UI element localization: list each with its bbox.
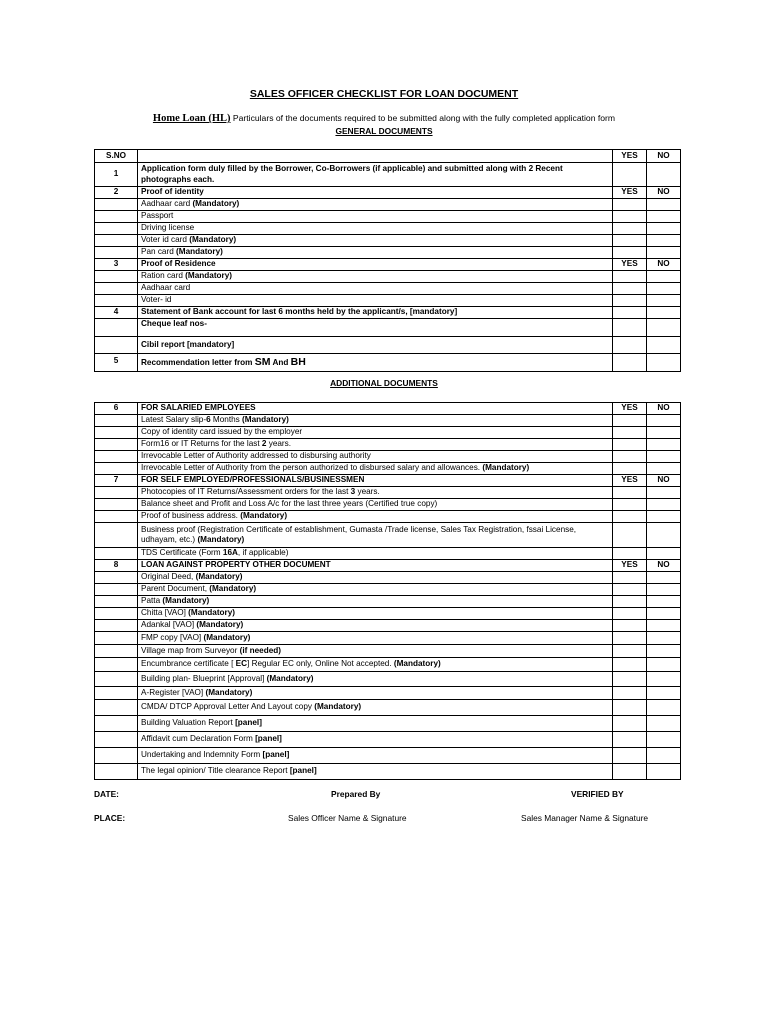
item-cell: FOR SELF EMPLOYED/PROFESSIONALS/BUSINESSMEN: [138, 475, 613, 487]
bh-label: BH: [290, 355, 306, 368]
no-cell[interactable]: [647, 499, 681, 511]
yes-cell[interactable]: [613, 672, 647, 687]
no-cell[interactable]: [647, 608, 681, 620]
table-row: [95, 247, 681, 259]
mandatory-tag: (Mandatory): [205, 687, 253, 697]
sno-cell: [95, 748, 138, 764]
no-cell[interactable]: [647, 354, 681, 372]
sno-cell: [95, 337, 138, 354]
item-cell: Proof of Residence: [138, 259, 613, 271]
no-cell[interactable]: [647, 645, 681, 658]
item-text: Aadhaar card: [141, 199, 193, 209]
no-cell[interactable]: [647, 283, 681, 295]
table-header-row: [95, 150, 681, 163]
mandatory-tag: (Mandatory): [203, 632, 251, 642]
yes-cell[interactable]: [613, 632, 647, 645]
table-row: [95, 337, 681, 354]
item-text: Affidavit cum Declaration Form: [141, 734, 256, 744]
table-row: [95, 672, 681, 687]
panel-tag: [panel]: [289, 766, 317, 776]
sno-cell: [95, 548, 138, 560]
yes-cell[interactable]: [613, 764, 647, 780]
yes-cell[interactable]: [613, 439, 647, 451]
verified-by-label: VERIFIED BY: [571, 789, 624, 799]
item-cell: [138, 687, 613, 700]
sno-cell: [95, 199, 138, 211]
item-text: Voter id card: [141, 235, 190, 245]
no-cell[interactable]: NO: [647, 259, 681, 271]
table-row: [95, 687, 681, 700]
table-row: [95, 295, 681, 307]
sno-cell: [95, 620, 138, 632]
additional-documents-heading: ADDITIONAL DOCUMENTS: [330, 378, 438, 388]
item-cell: [138, 732, 613, 748]
sno-cell: [95, 319, 138, 337]
no-cell[interactable]: [647, 748, 681, 764]
yes-cell[interactable]: [613, 584, 647, 596]
item-text: Village map from Surveyor: [141, 645, 240, 655]
item-cell: Voter- id: [138, 295, 613, 307]
sno-cell: [95, 732, 138, 748]
item-cell: Driving license: [138, 223, 613, 235]
additional-documents-table: [94, 402, 681, 780]
yes-cell[interactable]: [613, 523, 647, 548]
sno-cell: [95, 235, 138, 247]
no-cell[interactable]: [647, 511, 681, 523]
yes-cell[interactable]: [613, 572, 647, 584]
sno-header: S.NO: [95, 150, 138, 163]
item-text: Parent Document,: [141, 584, 210, 594]
no-cell[interactable]: [647, 687, 681, 700]
mandatory-tag: (Mandatory): [192, 199, 240, 209]
no-cell[interactable]: [647, 295, 681, 307]
yes-cell[interactable]: [613, 732, 647, 748]
sno-cell: 4: [95, 307, 138, 319]
no-cell[interactable]: NO: [647, 403, 681, 415]
no-cell[interactable]: NO: [647, 475, 681, 487]
table-row: [95, 732, 681, 748]
yes-cell[interactable]: YES: [613, 403, 647, 415]
panel-tag: [panel]: [235, 718, 262, 728]
general-documents-heading: GENERAL DOCUMENTS: [335, 126, 433, 136]
item-cell: Copy of identity card issued by the employer: [138, 427, 613, 439]
sno-cell: [95, 487, 138, 499]
item-cell: [138, 572, 613, 584]
item-cell: [138, 415, 613, 427]
sno-cell: [95, 584, 138, 596]
document-subtitle: [0, 113, 768, 124]
no-cell[interactable]: [647, 672, 681, 687]
table-row: [95, 487, 681, 499]
sno-cell: [95, 687, 138, 700]
table-row: [95, 548, 681, 560]
item-cell: [138, 620, 613, 632]
yes-cell[interactable]: [613, 307, 647, 319]
table-row: [95, 427, 681, 439]
table-row: [95, 163, 681, 187]
no-cell[interactable]: [647, 732, 681, 748]
table-row: [95, 259, 681, 271]
yes-cell[interactable]: [613, 223, 647, 235]
no-cell[interactable]: [647, 415, 681, 427]
item-text: Proof of business address.: [141, 511, 241, 521]
table-row: [95, 499, 681, 511]
no-cell[interactable]: [647, 700, 681, 716]
table-row: [95, 223, 681, 235]
sno-cell: [95, 295, 138, 307]
table-row: [95, 608, 681, 620]
item-cell: [138, 487, 613, 499]
item-text: Recommendation letter from: [141, 357, 255, 367]
no-cell[interactable]: [647, 247, 681, 259]
item-text: Ration card: [141, 271, 186, 281]
item-cell: [138, 271, 613, 283]
no-cell[interactable]: [647, 223, 681, 235]
item-text: Patta: [141, 596, 163, 606]
no-cell[interactable]: [647, 487, 681, 499]
table-row: [95, 572, 681, 584]
item-text: Photocopies of IT Returns/Assessment orders for the last: [141, 487, 351, 497]
table-row: [95, 319, 681, 337]
yes-cell[interactable]: [613, 645, 647, 658]
sno-cell: [95, 223, 138, 235]
yes-cell[interactable]: YES: [613, 560, 647, 572]
table-row: [95, 403, 681, 415]
sales-officer-signature-label: Sales Officer Name & Signature: [288, 813, 407, 823]
item-text: CMDA/ DTCP Approval Letter And Layout copy: [141, 702, 315, 712]
sno-cell: [95, 511, 138, 523]
yes-cell[interactable]: [613, 283, 647, 295]
yes-cell[interactable]: [613, 247, 647, 259]
item-cell: [138, 700, 613, 716]
mandatory-tag: (Mandatory): [266, 673, 314, 683]
yes-cell[interactable]: [613, 499, 647, 511]
item-cell: [138, 645, 613, 658]
no-cell[interactable]: [647, 572, 681, 584]
item-text: Form16 or IT Returns for the last: [141, 439, 262, 449]
no-cell[interactable]: [647, 620, 681, 632]
item-text: Building plan- Blueprint [Approval]: [141, 673, 267, 683]
table-row: [95, 764, 681, 780]
item-text: Irrevocable Letter of Authority from the person authorized to disbursed salary and allowances.: [141, 463, 483, 473]
sno-cell: 6: [95, 403, 138, 415]
item-cell: [138, 511, 613, 523]
item-text: Pan card: [141, 247, 177, 257]
yes-cell[interactable]: [613, 608, 647, 620]
item-text: Encumbrance certificate [: [141, 659, 236, 669]
mandatory-tag: (Mandatory): [242, 415, 289, 425]
mandatory-tag: (Mandatory): [195, 572, 243, 582]
table-row: [95, 187, 681, 199]
item-text: The legal opinion/ Title clearance Report: [141, 766, 290, 776]
table-row: [95, 632, 681, 645]
no-cell[interactable]: [647, 596, 681, 608]
yes-cell[interactable]: [613, 427, 647, 439]
table-row: [95, 211, 681, 223]
no-cell[interactable]: NO: [647, 560, 681, 572]
sno-cell: [95, 283, 138, 295]
table-row: [95, 523, 681, 548]
item-text: Months: [210, 415, 243, 425]
table-row: [95, 439, 681, 451]
item-cell: [138, 584, 613, 596]
mandatory-tag: (Mandatory): [482, 463, 530, 473]
mandatory-tag: (Mandatory): [393, 659, 441, 669]
table-row: [95, 451, 681, 463]
no-cell[interactable]: [647, 427, 681, 439]
item-text: ] Regular EC only, Online Not accepted.: [247, 659, 394, 669]
item-cell: Statement of Bank account for last 6 months held by the applicant/s, [mandatory]: [138, 307, 613, 319]
item-text: TDS Certificate (Form: [141, 548, 223, 558]
item-cell: [138, 608, 613, 620]
sno-cell: [95, 523, 138, 548]
item-cell: Application form duly filled by the Borrower, Co-Borrowers (if applicable) and submitted along with 2 Recent photographs each.: [138, 163, 613, 187]
sno-cell: [95, 658, 138, 672]
date-label: DATE:: [94, 789, 119, 799]
item-cell: [138, 632, 613, 645]
table-row: [95, 271, 681, 283]
item-text: FMP copy [VAO]: [141, 632, 204, 642]
yes-cell[interactable]: YES: [613, 475, 647, 487]
item-bold: EC: [235, 659, 248, 669]
item-cell: [138, 439, 613, 451]
no-cell[interactable]: [647, 523, 681, 548]
yes-cell[interactable]: [613, 511, 647, 523]
sno-cell: [95, 451, 138, 463]
item-cell: Balance sheet and Profit and Loss A/c for the last three years (Certified true copy): [138, 499, 613, 511]
yes-cell[interactable]: [613, 716, 647, 732]
item-cell: Cheque leaf nos-: [138, 319, 613, 337]
sno-cell: 3: [95, 259, 138, 271]
item-text: Adankal [VAO]: [141, 620, 197, 630]
mandatory-tag: (Mandatory): [240, 511, 288, 521]
item-cell: FOR SALARIED EMPLOYEES: [138, 403, 613, 415]
item-cell: [138, 548, 613, 560]
yes-cell[interactable]: [613, 463, 647, 475]
item-bold: 6: [206, 415, 211, 425]
no-cell[interactable]: [647, 271, 681, 283]
item-cell: [138, 523, 613, 548]
yes-cell[interactable]: [613, 687, 647, 700]
subtitle-text: Particulars of the documents required to be submitted along with the fully completed application form: [232, 113, 616, 123]
item-text: years.: [266, 439, 292, 449]
item-text: Undertaking and Indemnity Form: [141, 750, 263, 760]
mandatory-tag: (Mandatory): [209, 584, 257, 594]
table-row: [95, 307, 681, 319]
item-cell: [138, 235, 613, 247]
no-cell[interactable]: [647, 764, 681, 780]
yes-cell[interactable]: [613, 451, 647, 463]
yes-cell[interactable]: [613, 487, 647, 499]
yes-cell[interactable]: YES: [613, 259, 647, 271]
sno-cell: 1: [95, 163, 138, 187]
item-cell: [138, 247, 613, 259]
yes-cell[interactable]: YES: [613, 187, 647, 199]
item-cell: Passport: [138, 211, 613, 223]
item-cell: [138, 764, 613, 780]
no-cell[interactable]: [647, 584, 681, 596]
table-row: [95, 475, 681, 487]
sno-cell: [95, 608, 138, 620]
table-row: [95, 511, 681, 523]
table-row: [95, 658, 681, 672]
document-title: SALES OFFICER CHECKLIST FOR LOAN DOCUMENT: [249, 88, 519, 100]
item-bold: 3: [350, 487, 356, 497]
yes-cell[interactable]: [613, 620, 647, 632]
sno-cell: [95, 427, 138, 439]
sno-cell: [95, 499, 138, 511]
no-cell[interactable]: [647, 463, 681, 475]
yes-cell[interactable]: [613, 548, 647, 560]
sno-cell: 5: [95, 354, 138, 372]
yes-cell[interactable]: [613, 337, 647, 354]
sno-cell: [95, 645, 138, 658]
table-row: [95, 235, 681, 247]
yes-cell[interactable]: [613, 748, 647, 764]
item-bold: 2: [261, 439, 267, 449]
yes-cell[interactable]: [613, 596, 647, 608]
yes-cell[interactable]: [613, 271, 647, 283]
yes-cell[interactable]: [613, 658, 647, 672]
item-cell: Cibil report [mandatory]: [138, 337, 613, 354]
mandatory-tag: (if needed): [239, 645, 281, 655]
sales-manager-signature-label: Sales Manager Name & Signature: [521, 813, 649, 823]
no-cell[interactable]: [647, 548, 681, 560]
table-row: [95, 283, 681, 295]
item-cell: LOAN AGAINST PROPERTY OTHER DOCUMENT: [138, 560, 613, 572]
sno-cell: [95, 672, 138, 687]
no-cell[interactable]: [647, 632, 681, 645]
table-row: [95, 645, 681, 658]
item-text: A-Register [VAO]: [141, 687, 206, 697]
sno-cell: [95, 596, 138, 608]
no-cell[interactable]: NO: [647, 187, 681, 199]
table-row: [95, 700, 681, 716]
table-row: [95, 748, 681, 764]
sno-cell: [95, 632, 138, 645]
panel-tag: [panel]: [255, 734, 282, 744]
table-row: [95, 463, 681, 475]
sno-cell: 8: [95, 560, 138, 572]
sno-cell: 7: [95, 475, 138, 487]
yes-cell[interactable]: [613, 199, 647, 211]
table-row: [95, 415, 681, 427]
mandatory-tag: (Mandatory): [185, 271, 233, 281]
no-cell[interactable]: [647, 658, 681, 672]
table-row: [95, 560, 681, 572]
item-text: Business proof (Registration Certificate of establishment, Gumasta /Trade license, Sales Tax Registration, fssai License, udhayam, etc.): [141, 524, 577, 544]
item-cell: Aadhaar card: [138, 283, 613, 295]
sno-cell: [95, 572, 138, 584]
yes-cell[interactable]: [613, 163, 647, 187]
item-text: Building Valuation Report: [141, 718, 236, 728]
item-cell: Irrevocable Letter of Authority addressed to disbursing authority: [138, 451, 613, 463]
mandatory-tag: (Mandatory): [162, 596, 210, 606]
no-cell[interactable]: [647, 235, 681, 247]
no-cell[interactable]: [647, 439, 681, 451]
no-cell[interactable]: [647, 211, 681, 223]
no-cell[interactable]: [647, 716, 681, 732]
table-row: [95, 199, 681, 211]
item-text: Original Deed,: [141, 572, 196, 582]
sno-cell: 2: [95, 187, 138, 199]
sno-cell: [95, 247, 138, 259]
no-cell[interactable]: [647, 319, 681, 337]
and-text: And: [270, 357, 291, 367]
item-cell: [138, 199, 613, 211]
no-cell[interactable]: [647, 307, 681, 319]
table-row: [95, 620, 681, 632]
item-text: Chitta [VAO]: [141, 608, 189, 618]
yes-cell[interactable]: [613, 319, 647, 337]
item-cell: [138, 748, 613, 764]
mandatory-tag: (Mandatory): [196, 620, 244, 630]
no-cell[interactable]: [647, 337, 681, 354]
item-bold: 16A: [222, 548, 238, 558]
table-row: [95, 716, 681, 732]
mandatory-tag: (Mandatory): [176, 247, 223, 257]
sm-label: SM: [254, 355, 271, 368]
general-documents-table: [94, 149, 681, 372]
item-cell: [138, 716, 613, 732]
sno-cell: [95, 716, 138, 732]
mandatory-tag: (Mandatory): [197, 535, 245, 544]
sno-cell: [95, 271, 138, 283]
particulars-header: [138, 150, 613, 163]
item-cell: [138, 463, 613, 475]
mandatory-tag: (Mandatory): [189, 235, 237, 245]
no-cell[interactable]: [647, 199, 681, 211]
no-header: NO: [647, 150, 681, 163]
sno-cell: [95, 700, 138, 716]
yes-cell[interactable]: [613, 295, 647, 307]
yes-cell[interactable]: [613, 700, 647, 716]
place-label: PLACE:: [94, 813, 126, 823]
sno-cell: [95, 764, 138, 780]
mandatory-tag: (Mandatory): [314, 702, 362, 712]
item-cell: [138, 596, 613, 608]
yes-cell[interactable]: [613, 415, 647, 427]
sno-cell: [95, 415, 138, 427]
item-cell: Proof of identity: [138, 187, 613, 199]
no-cell[interactable]: [647, 451, 681, 463]
item-cell: [138, 354, 613, 372]
table-row: [95, 584, 681, 596]
mandatory-tag: (Mandatory): [188, 608, 236, 618]
yes-cell[interactable]: [613, 235, 647, 247]
item-text: , if applicable): [237, 548, 289, 558]
panel-tag: [panel]: [262, 750, 290, 760]
yes-cell[interactable]: [613, 211, 647, 223]
yes-header: YES: [613, 150, 647, 163]
item-text: Latest Salary slip-: [141, 415, 207, 425]
loan-type-label: Home Loan (HL): [152, 113, 231, 124]
sno-cell: [95, 463, 138, 475]
item-cell: [138, 672, 613, 687]
no-cell[interactable]: [647, 163, 681, 187]
prepared-by-label: Prepared By: [331, 789, 381, 799]
table-row: [95, 354, 681, 372]
yes-cell[interactable]: [613, 354, 647, 372]
item-cell: [138, 658, 613, 672]
sno-cell: [95, 439, 138, 451]
table-row: [95, 596, 681, 608]
item-text: years.: [355, 487, 380, 497]
sno-cell: [95, 211, 138, 223]
